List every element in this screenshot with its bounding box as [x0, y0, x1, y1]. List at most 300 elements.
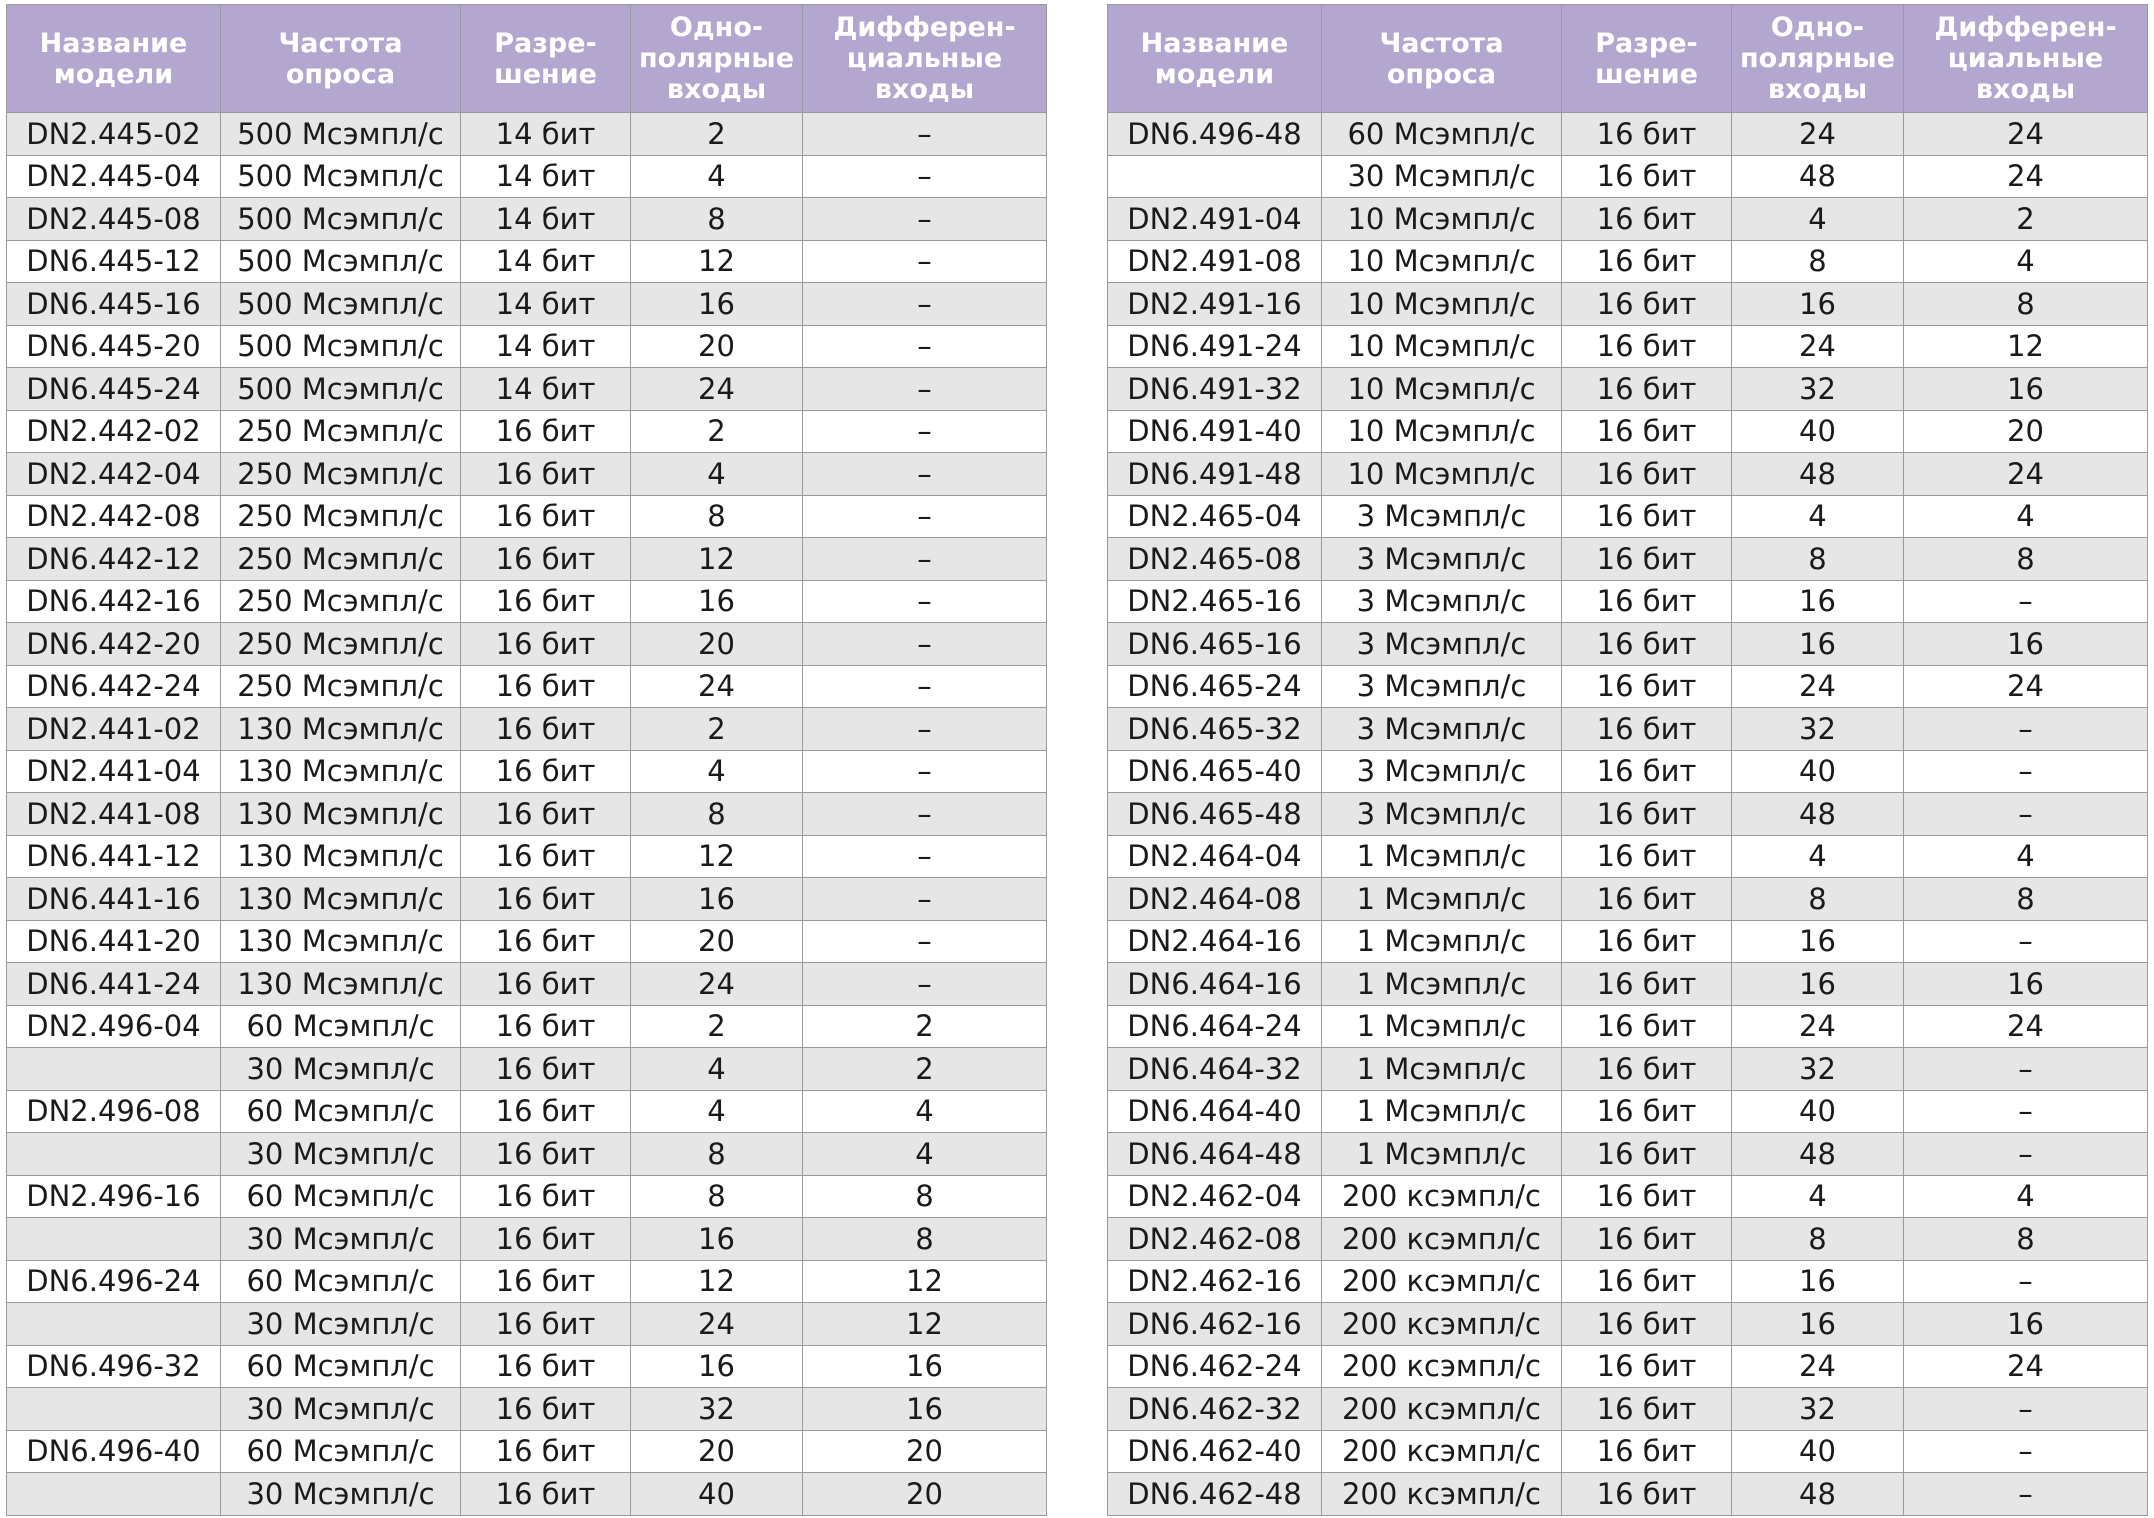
cell-sample-rate: 30 Мсэмпл/с [221, 1303, 461, 1346]
cell-single-ended-inputs: 48 [1732, 1133, 1904, 1176]
table-row [7, 1260, 1047, 1303]
cell-single-ended-inputs: 4 [1732, 835, 1904, 878]
cell-differential-inputs: 8 [1904, 878, 2148, 921]
table-row [7, 283, 1047, 326]
cell-sample-rate: 1 Мсэмпл/с [1322, 1048, 1562, 1091]
cell-sample-rate: 1 Мсэмпл/с [1322, 920, 1562, 963]
cell-model-name: DN2.445-04 [7, 155, 221, 198]
cell-differential-inputs: – [803, 155, 1047, 198]
cell-resolution: 16 бит [461, 1175, 631, 1218]
cell-sample-rate: 200 ксэмпл/с [1322, 1218, 1562, 1261]
cell-model-name: DN6.445-24 [7, 368, 221, 411]
header-line: циальные [1947, 43, 2104, 74]
cell-single-ended-inputs: 40 [1732, 1090, 1904, 1133]
cell-resolution: 16 бит [461, 963, 631, 1006]
cell-differential-inputs: – [803, 240, 1047, 283]
cell-single-ended-inputs: 24 [631, 368, 803, 411]
cell-resolution: 16 бит [1562, 1388, 1732, 1431]
cell-single-ended-inputs: 16 [631, 878, 803, 921]
header-line: Разре- [494, 27, 597, 59]
cell-single-ended-inputs: 4 [631, 750, 803, 793]
cell-sample-rate: 200 ксэмпл/с [1322, 1303, 1562, 1346]
cell-resolution: 16 бит [1562, 410, 1732, 453]
cell-model-name: DN2.491-16 [1108, 283, 1322, 326]
cell-resolution: 16 бит [461, 920, 631, 963]
cell-single-ended-inputs: 8 [1732, 878, 1904, 921]
cell-differential-inputs: 8 [803, 1218, 1047, 1261]
cell-model-name: DN6.465-40 [1108, 750, 1322, 793]
cell-sample-rate: 60 Мсэмпл/с [221, 1005, 461, 1048]
cell-differential-inputs: 16 [1904, 368, 2148, 411]
cell-model-name: DN2.442-08 [7, 495, 221, 538]
header-line: Частота [1379, 27, 1504, 59]
cell-model-name [1108, 155, 1322, 198]
table-row [7, 1345, 1047, 1388]
cell-differential-inputs: – [803, 495, 1047, 538]
cell-sample-rate: 500 Мсэмпл/с [221, 240, 461, 283]
table-row [1108, 453, 2148, 496]
cell-differential-inputs: 4 [803, 1090, 1047, 1133]
cell-differential-inputs: 4 [1904, 835, 2148, 878]
cell-single-ended-inputs: 12 [631, 538, 803, 581]
table-row [7, 1430, 1047, 1473]
cell-model-name: DN6.462-32 [1108, 1388, 1322, 1431]
cell-model-name: DN2.464-04 [1108, 835, 1322, 878]
cell-differential-inputs: – [803, 623, 1047, 666]
cell-model-name: DN6.445-20 [7, 325, 221, 368]
cell-sample-rate: 500 Мсэмпл/с [221, 155, 461, 198]
table-row [1108, 1218, 2148, 1261]
cell-single-ended-inputs: 8 [631, 198, 803, 241]
cell-differential-inputs: – [803, 410, 1047, 453]
table-row [1108, 410, 2148, 453]
cell-single-ended-inputs: 4 [1732, 198, 1904, 241]
cell-resolution: 16 бит [1562, 1090, 1732, 1133]
cell-single-ended-inputs: 40 [1732, 1430, 1904, 1473]
header-resolution [1562, 5, 1732, 113]
header-line: Дифферен- [1934, 12, 2117, 43]
cell-resolution: 16 бит [1562, 623, 1732, 666]
cell-model-name: DN2.441-08 [7, 793, 221, 836]
table-row [7, 1473, 1047, 1516]
cell-single-ended-inputs: 4 [1732, 1175, 1904, 1218]
cell-sample-rate: 30 Мсэмпл/с [221, 1133, 461, 1176]
cell-sample-rate: 1 Мсэмпл/с [1322, 1005, 1562, 1048]
cell-single-ended-inputs: 16 [1732, 920, 1904, 963]
cell-differential-inputs: 12 [1904, 325, 2148, 368]
cell-sample-rate: 1 Мсэмпл/с [1322, 1133, 1562, 1176]
header-line: Одно- [1770, 12, 1865, 43]
cell-differential-inputs: 24 [1904, 1345, 2148, 1388]
cell-sample-rate: 1 Мсэмпл/с [1322, 1090, 1562, 1133]
header-differential-inputs [803, 5, 1047, 113]
cell-sample-rate: 130 Мсэмпл/с [221, 750, 461, 793]
cell-resolution: 16 бит [461, 1345, 631, 1388]
cell-model-name: DN2.441-02 [7, 708, 221, 751]
cell-single-ended-inputs: 8 [631, 793, 803, 836]
cell-sample-rate: 500 Мсэмпл/с [221, 325, 461, 368]
table-row [7, 963, 1047, 1006]
header-single-ended-inputs [631, 5, 803, 113]
cell-single-ended-inputs: 12 [631, 240, 803, 283]
cell-model-name: DN6.464-48 [1108, 1133, 1322, 1176]
table-row [1108, 708, 2148, 751]
cell-single-ended-inputs: 16 [631, 580, 803, 623]
table-row [1108, 1048, 2148, 1091]
spec-table-right [1107, 4, 2148, 1516]
header-row [7, 5, 1047, 113]
cell-resolution: 16 бит [1562, 708, 1732, 751]
cell-sample-rate: 200 ксэмпл/с [1322, 1388, 1562, 1431]
cell-differential-inputs: – [1904, 1473, 2148, 1516]
cell-model-name: DN6.445-16 [7, 283, 221, 326]
cell-differential-inputs: – [803, 963, 1047, 1006]
cell-model-name: DN6.462-48 [1108, 1473, 1322, 1516]
table-row [7, 580, 1047, 623]
header-line: Частота [278, 27, 403, 59]
cell-sample-rate: 3 Мсэмпл/с [1322, 665, 1562, 708]
cell-resolution: 16 бит [461, 665, 631, 708]
cell-differential-inputs: – [1904, 1133, 2148, 1176]
cell-model-name: DN6.491-32 [1108, 368, 1322, 411]
cell-sample-rate: 30 Мсэмпл/с [221, 1473, 461, 1516]
cell-differential-inputs: 24 [1904, 665, 2148, 708]
header-line: Название [1140, 27, 1289, 59]
table-row [7, 1303, 1047, 1346]
cell-model-name: DN2.496-16 [7, 1175, 221, 1218]
cell-differential-inputs: – [1904, 750, 2148, 793]
header-line: входы [1767, 74, 1868, 105]
cell-model-name [7, 1048, 221, 1091]
header-sample-rate [1322, 5, 1562, 113]
cell-single-ended-inputs: 16 [1732, 963, 1904, 1006]
cell-sample-rate: 130 Мсэмпл/с [221, 920, 461, 963]
table-row [7, 750, 1047, 793]
cell-resolution: 14 бит [461, 283, 631, 326]
cell-single-ended-inputs: 24 [1732, 325, 1904, 368]
cell-single-ended-inputs: 4 [631, 453, 803, 496]
cell-single-ended-inputs: 40 [1732, 410, 1904, 453]
cell-single-ended-inputs: 8 [631, 495, 803, 538]
cell-resolution: 16 бит [461, 410, 631, 453]
header-row [1108, 5, 2148, 113]
cell-resolution: 14 бит [461, 155, 631, 198]
cell-model-name: DN2.464-16 [1108, 920, 1322, 963]
cell-differential-inputs: 8 [803, 1175, 1047, 1218]
cell-sample-rate: 500 Мсэмпл/с [221, 198, 461, 241]
cell-resolution: 16 бит [461, 1430, 631, 1473]
header-line: Одно- [669, 12, 764, 43]
cell-single-ended-inputs: 24 [1732, 113, 1904, 156]
cell-single-ended-inputs: 16 [1732, 1303, 1904, 1346]
header-model-name [7, 5, 221, 113]
cell-sample-rate: 250 Мсэмпл/с [221, 623, 461, 666]
cell-differential-inputs: 24 [1904, 1005, 2148, 1048]
cell-differential-inputs: 8 [1904, 1218, 2148, 1261]
cell-differential-inputs: – [1904, 1430, 2148, 1473]
header-resolution [461, 5, 631, 113]
cell-single-ended-inputs: 16 [631, 1345, 803, 1388]
cell-resolution: 16 бит [461, 538, 631, 581]
cell-differential-inputs: 20 [803, 1473, 1047, 1516]
table-row [1108, 665, 2148, 708]
cell-sample-rate: 3 Мсэмпл/с [1322, 580, 1562, 623]
cell-sample-rate: 200 ксэмпл/с [1322, 1175, 1562, 1218]
cell-single-ended-inputs: 32 [1732, 1048, 1904, 1091]
table-row [1108, 1090, 2148, 1133]
cell-single-ended-inputs: 24 [1732, 1345, 1904, 1388]
cell-single-ended-inputs: 20 [631, 623, 803, 666]
cell-differential-inputs: – [1904, 1260, 2148, 1303]
table-row [1108, 113, 2148, 156]
cell-single-ended-inputs: 32 [1732, 708, 1904, 751]
table-row [7, 1048, 1047, 1091]
table-row [1108, 240, 2148, 283]
header-line: полярные [1739, 43, 1896, 74]
cell-differential-inputs: – [803, 793, 1047, 836]
table-row [1108, 1175, 2148, 1218]
cell-sample-rate: 130 Мсэмпл/с [221, 708, 461, 751]
cell-sample-rate: 500 Мсэмпл/с [221, 283, 461, 326]
cell-sample-rate: 60 Мсэмпл/с [221, 1090, 461, 1133]
table-row [1108, 793, 2148, 836]
cell-model-name: DN2.442-04 [7, 453, 221, 496]
cell-single-ended-inputs: 40 [631, 1473, 803, 1516]
header-line: входы [874, 74, 975, 105]
table-row [1108, 1303, 2148, 1346]
cell-model-name: DN2.496-08 [7, 1090, 221, 1133]
cell-resolution: 14 бит [461, 325, 631, 368]
table-row [1108, 1473, 2148, 1516]
cell-single-ended-inputs: 24 [631, 963, 803, 1006]
table-row [7, 1090, 1047, 1133]
table-row [7, 453, 1047, 496]
cell-model-name: DN6.462-16 [1108, 1303, 1322, 1346]
cell-differential-inputs: 20 [803, 1430, 1047, 1473]
cell-differential-inputs: 2 [803, 1005, 1047, 1048]
table-row [1108, 1388, 2148, 1431]
cell-resolution: 16 бит [461, 750, 631, 793]
header-single-ended-inputs [1732, 5, 1904, 113]
header-line: шение [1595, 58, 1698, 90]
cell-resolution: 16 бит [1562, 1303, 1732, 1346]
cell-sample-rate: 200 ксэмпл/с [1322, 1430, 1562, 1473]
cell-differential-inputs: – [803, 750, 1047, 793]
cell-single-ended-inputs: 24 [631, 665, 803, 708]
cell-single-ended-inputs: 16 [1732, 580, 1904, 623]
cell-resolution: 14 бит [461, 113, 631, 156]
cell-differential-inputs: – [803, 198, 1047, 241]
cell-single-ended-inputs: 2 [631, 1005, 803, 1048]
cell-single-ended-inputs: 2 [631, 113, 803, 156]
cell-sample-rate: 10 Мсэмпл/с [1322, 368, 1562, 411]
cell-resolution: 14 бит [461, 240, 631, 283]
cell-resolution: 16 бит [461, 1473, 631, 1516]
header-line: опроса [285, 58, 396, 90]
cell-differential-inputs: 8 [1904, 538, 2148, 581]
cell-sample-rate: 60 Мсэмпл/с [221, 1175, 461, 1218]
cell-sample-rate: 250 Мсэмпл/с [221, 538, 461, 581]
cell-single-ended-inputs: 8 [631, 1133, 803, 1176]
table-row [7, 325, 1047, 368]
cell-model-name [7, 1473, 221, 1516]
cell-resolution: 16 бит [461, 793, 631, 836]
table-row [1108, 750, 2148, 793]
cell-sample-rate: 60 Мсэмпл/с [221, 1345, 461, 1388]
cell-single-ended-inputs: 20 [631, 325, 803, 368]
cell-model-name: DN6.465-24 [1108, 665, 1322, 708]
cell-model-name: DN2.462-04 [1108, 1175, 1322, 1218]
cell-single-ended-inputs: 20 [631, 1430, 803, 1473]
table-row [1108, 878, 2148, 921]
cell-resolution: 16 бит [1562, 453, 1732, 496]
table-row [7, 495, 1047, 538]
cell-model-name: DN6.445-12 [7, 240, 221, 283]
cell-resolution: 16 бит [461, 1048, 631, 1091]
cell-sample-rate: 1 Мсэмпл/с [1322, 963, 1562, 1006]
cell-model-name: DN6.442-16 [7, 580, 221, 623]
cell-differential-inputs: – [803, 708, 1047, 751]
cell-resolution: 16 бит [1562, 750, 1732, 793]
cell-differential-inputs: – [1904, 708, 2148, 751]
cell-model-name: DN2.462-16 [1108, 1260, 1322, 1303]
cell-resolution: 16 бит [1562, 538, 1732, 581]
table-row [1108, 538, 2148, 581]
header-line: опроса [1386, 58, 1497, 90]
cell-resolution: 16 бит [1562, 155, 1732, 198]
table-row [1108, 495, 2148, 538]
cell-sample-rate: 250 Мсэмпл/с [221, 410, 461, 453]
cell-sample-rate: 1 Мсэмпл/с [1322, 835, 1562, 878]
cell-differential-inputs: 2 [1904, 198, 2148, 241]
cell-model-name: DN2.465-04 [1108, 495, 1322, 538]
cell-differential-inputs: 2 [803, 1048, 1047, 1091]
cell-resolution: 16 бит [461, 878, 631, 921]
cell-differential-inputs: 4 [803, 1133, 1047, 1176]
spec-table-left [6, 4, 1047, 1516]
cell-sample-rate: 30 Мсэмпл/с [221, 1388, 461, 1431]
cell-sample-rate: 130 Мсэмпл/с [221, 835, 461, 878]
table-row [7, 1175, 1047, 1218]
table-row [1108, 368, 2148, 411]
table-row [7, 155, 1047, 198]
cell-resolution: 16 бит [1562, 325, 1732, 368]
table-row [1108, 198, 2148, 241]
cell-resolution: 16 бит [461, 495, 631, 538]
cell-sample-rate: 30 Мсэмпл/с [221, 1048, 461, 1091]
header-sample-rate [221, 5, 461, 113]
cell-resolution: 16 бит [461, 835, 631, 878]
table-row [1108, 835, 2148, 878]
header-line: Название [39, 27, 188, 59]
header-line: модели [1154, 58, 1275, 90]
cell-single-ended-inputs: 2 [631, 410, 803, 453]
table-row [1108, 580, 2148, 623]
cell-model-name: DN2.491-08 [1108, 240, 1322, 283]
cell-resolution: 16 бит [1562, 368, 1732, 411]
cell-single-ended-inputs: 4 [631, 1048, 803, 1091]
cell-sample-rate: 10 Мсэмпл/с [1322, 410, 1562, 453]
table-row [7, 835, 1047, 878]
cell-resolution: 16 бит [1562, 240, 1732, 283]
cell-single-ended-inputs: 24 [1732, 665, 1904, 708]
cell-sample-rate: 200 ксэмпл/с [1322, 1345, 1562, 1388]
cell-sample-rate: 10 Мсэмпл/с [1322, 198, 1562, 241]
cell-model-name: DN2.442-02 [7, 410, 221, 453]
cell-resolution: 16 бит [1562, 1005, 1732, 1048]
table-row [1108, 623, 2148, 666]
cell-single-ended-inputs: 32 [631, 1388, 803, 1431]
cell-resolution: 16 бит [1562, 1048, 1732, 1091]
cell-resolution: 16 бит [1562, 1260, 1732, 1303]
cell-single-ended-inputs: 24 [1732, 1005, 1904, 1048]
cell-resolution: 16 бит [461, 1260, 631, 1303]
header-line: полярные [638, 43, 795, 74]
cell-model-name: DN6.496-40 [7, 1430, 221, 1473]
cell-model-name [7, 1303, 221, 1346]
cell-single-ended-inputs: 16 [1732, 283, 1904, 326]
table-row [7, 623, 1047, 666]
cell-differential-inputs: – [803, 113, 1047, 156]
cell-resolution: 14 бит [461, 368, 631, 411]
cell-model-name: DN2.496-04 [7, 1005, 221, 1048]
cell-model-name [7, 1133, 221, 1176]
cell-single-ended-inputs: 24 [631, 1303, 803, 1346]
table-row [7, 538, 1047, 581]
cell-differential-inputs: – [1904, 793, 2148, 836]
cell-model-name: DN6.464-32 [1108, 1048, 1322, 1091]
header-line: Разре- [1595, 27, 1698, 59]
cell-model-name: DN6.496-48 [1108, 113, 1322, 156]
header-line: циальные [846, 43, 1003, 74]
cell-differential-inputs: 4 [1904, 495, 2148, 538]
cell-differential-inputs: 20 [1904, 410, 2148, 453]
table-row [1108, 325, 2148, 368]
cell-single-ended-inputs: 8 [1732, 538, 1904, 581]
cell-single-ended-inputs: 48 [1732, 155, 1904, 198]
cell-resolution: 16 бит [461, 1303, 631, 1346]
cell-model-name: DN6.464-24 [1108, 1005, 1322, 1048]
cell-model-name [7, 1388, 221, 1431]
cell-sample-rate: 200 ксэмпл/с [1322, 1260, 1562, 1303]
cell-sample-rate: 250 Мсэмпл/с [221, 665, 461, 708]
cell-resolution: 16 бит [461, 623, 631, 666]
cell-model-name: DN2.445-02 [7, 113, 221, 156]
cell-single-ended-inputs: 4 [631, 155, 803, 198]
cell-resolution: 14 бит [461, 198, 631, 241]
cell-single-ended-inputs: 12 [631, 1260, 803, 1303]
cell-resolution: 16 бит [1562, 113, 1732, 156]
cell-sample-rate: 10 Мсэмпл/с [1322, 325, 1562, 368]
cell-resolution: 16 бит [461, 1005, 631, 1048]
cell-resolution: 16 бит [1562, 1218, 1732, 1261]
cell-resolution: 16 бит [1562, 580, 1732, 623]
cell-sample-rate: 10 Мсэмпл/с [1322, 283, 1562, 326]
cell-model-name: DN6.442-12 [7, 538, 221, 581]
cell-model-name: DN6.442-20 [7, 623, 221, 666]
cell-differential-inputs: – [803, 665, 1047, 708]
cell-differential-inputs: 12 [803, 1303, 1047, 1346]
header-line: Дифферен- [833, 12, 1016, 43]
cell-sample-rate: 200 ксэмпл/с [1322, 1473, 1562, 1516]
cell-sample-rate: 3 Мсэмпл/с [1322, 495, 1562, 538]
cell-model-name: DN2.465-16 [1108, 580, 1322, 623]
cell-differential-inputs: 24 [1904, 453, 2148, 496]
cell-model-name: DN6.441-20 [7, 920, 221, 963]
header-line: шение [494, 58, 597, 90]
cell-single-ended-inputs: 16 [1732, 1260, 1904, 1303]
cell-single-ended-inputs: 16 [631, 1218, 803, 1261]
